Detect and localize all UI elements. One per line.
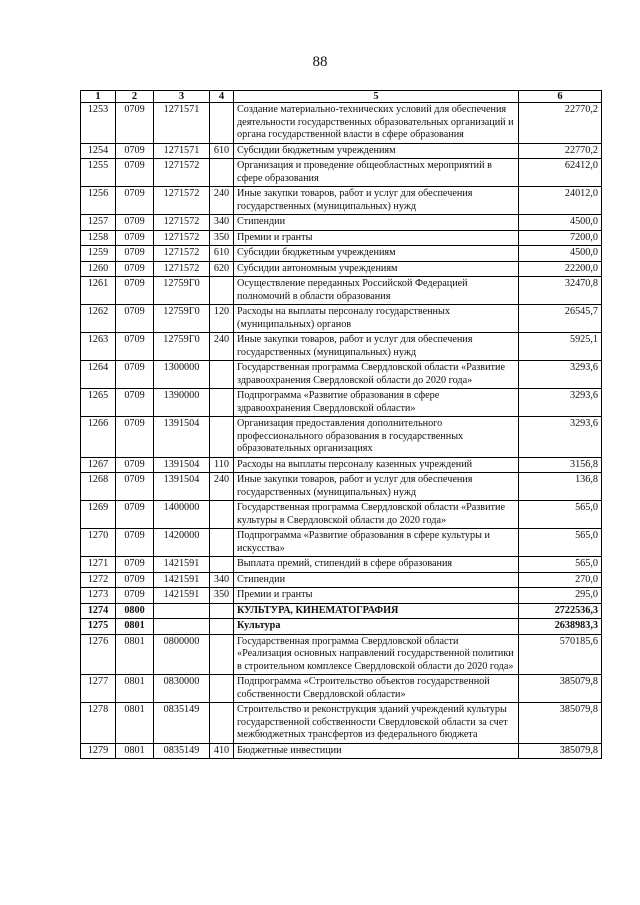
section-code-cell: 0709 (116, 305, 154, 333)
table-row (81, 361, 602, 389)
item-name-cell: Подпрограмма «Развитие образования в сфере здравоохранения Свердловской области» (234, 389, 519, 417)
amount-cell: 3293,6 (519, 417, 602, 458)
row-number-cell: 1267 (81, 457, 116, 473)
target-article-cell: 1400000 (154, 501, 210, 529)
item-name-cell: Создание материально-технических условий для обеспечения деятельности государственных образовательных организаций и органа государственной власти в сфере образования (234, 103, 519, 144)
table-row (81, 103, 602, 144)
table-row (81, 473, 602, 501)
amount-cell: 32470,8 (519, 277, 602, 305)
section-code-cell: 0709 (116, 572, 154, 588)
section-code-cell: 0709 (116, 187, 154, 215)
amount-cell: 22770,2 (519, 103, 602, 144)
item-name-cell: Бюджетные инвестиции (234, 743, 519, 759)
row-number-cell: 1260 (81, 261, 116, 277)
item-name-cell: Субсидии бюджетным учреждениям (234, 246, 519, 262)
row-number-cell: 1261 (81, 277, 116, 305)
section-code-cell: 0709 (116, 333, 154, 361)
expense-type-cell (210, 557, 234, 573)
table-row (81, 603, 602, 619)
section-code-cell: 0801 (116, 675, 154, 703)
amount-cell: 2722536,3 (519, 603, 602, 619)
section-code-cell: 0709 (116, 215, 154, 231)
target-article-cell: 1421591 (154, 572, 210, 588)
row-number-cell: 1274 (81, 603, 116, 619)
section-code-cell: 0801 (116, 634, 154, 675)
amount-cell: 3293,6 (519, 361, 602, 389)
expense-type-cell: 110 (210, 457, 234, 473)
row-number-cell: 1271 (81, 557, 116, 573)
table-row (81, 159, 602, 187)
table-row (81, 619, 602, 635)
table-row (81, 305, 602, 333)
amount-cell: 385079,8 (519, 703, 602, 744)
header-cell-6: 6 (519, 91, 602, 103)
expense-type-cell: 610 (210, 143, 234, 159)
item-name-cell: Иные закупки товаров, работ и услуг для обеспечения государственных (муниципальных) нужд (234, 333, 519, 361)
amount-cell: 385079,8 (519, 743, 602, 759)
section-code-cell: 0709 (116, 457, 154, 473)
expense-type-cell: 240 (210, 473, 234, 501)
amount-cell: 136,8 (519, 473, 602, 501)
item-name-cell: Премии и гранты (234, 230, 519, 246)
amount-cell: 385079,8 (519, 675, 602, 703)
section-code-cell: 0709 (116, 361, 154, 389)
target-article-cell: 0830000 (154, 675, 210, 703)
table-header-row (81, 91, 602, 103)
expense-type-cell: 240 (210, 187, 234, 215)
item-name-cell: Культура (234, 619, 519, 635)
table-row (81, 572, 602, 588)
table-row (81, 743, 602, 759)
table-row (81, 675, 602, 703)
row-number-cell: 1270 (81, 529, 116, 557)
expense-type-cell (210, 361, 234, 389)
table-row (81, 457, 602, 473)
header-cell-1: 1 (81, 91, 116, 103)
expense-type-cell: 340 (210, 572, 234, 588)
item-name-cell: КУЛЬТУРА, КИНЕМАТОГРАФИЯ (234, 603, 519, 619)
section-code-cell: 0709 (116, 529, 154, 557)
expense-type-cell: 610 (210, 246, 234, 262)
table-row (81, 230, 602, 246)
target-article-cell: 1271572 (154, 159, 210, 187)
row-number-cell: 1256 (81, 187, 116, 215)
item-name-cell: Стипендии (234, 572, 519, 588)
budget-table (80, 90, 602, 759)
header-cell-5: 5 (234, 91, 519, 103)
amount-cell: 4500,0 (519, 215, 602, 231)
target-article-cell: 12759Г0 (154, 333, 210, 361)
row-number-cell: 1262 (81, 305, 116, 333)
expense-type-cell: 240 (210, 333, 234, 361)
item-name-cell: Организация предоставления дополнительного профессионального образования в государственных образовательных организациях (234, 417, 519, 458)
table-row (81, 389, 602, 417)
expense-type-cell: 340 (210, 215, 234, 231)
amount-cell: 2638983,3 (519, 619, 602, 635)
expense-type-cell: 410 (210, 743, 234, 759)
row-number-cell: 1278 (81, 703, 116, 744)
row-number-cell: 1277 (81, 675, 116, 703)
amount-cell: 7200,0 (519, 230, 602, 246)
row-number-cell: 1258 (81, 230, 116, 246)
header-cell-2: 2 (116, 91, 154, 103)
target-article-cell: 1300000 (154, 361, 210, 389)
row-number-cell: 1254 (81, 143, 116, 159)
item-name-cell: Государственная программа Свердловской области «Реализация основных направлений государственной политики в строительном комплексе Свердловской области до 2020 года» (234, 634, 519, 675)
item-name-cell: Иные закупки товаров, работ и услуг для обеспечения государственных (муниципальных) нужд (234, 473, 519, 501)
row-number-cell: 1264 (81, 361, 116, 389)
target-article-cell: 1390000 (154, 389, 210, 417)
section-code-cell: 0709 (116, 501, 154, 529)
target-article-cell: 0835149 (154, 743, 210, 759)
row-number-cell: 1253 (81, 103, 116, 144)
item-name-cell: Иные закупки товаров, работ и услуг для обеспечения государственных (муниципальных) нужд (234, 187, 519, 215)
table-row (81, 246, 602, 262)
section-code-cell: 0801 (116, 703, 154, 744)
row-number-cell: 1269 (81, 501, 116, 529)
table-row (81, 417, 602, 458)
table-row (81, 501, 602, 529)
amount-cell: 570185,6 (519, 634, 602, 675)
amount-cell: 565,0 (519, 501, 602, 529)
section-code-cell: 0709 (116, 230, 154, 246)
row-number-cell: 1255 (81, 159, 116, 187)
table-row (81, 557, 602, 573)
row-number-cell: 1263 (81, 333, 116, 361)
amount-cell: 565,0 (519, 557, 602, 573)
section-code-cell: 0709 (116, 389, 154, 417)
section-code-cell: 0709 (116, 261, 154, 277)
section-code-cell: 0801 (116, 619, 154, 635)
item-name-cell: Государственная программа Свердловской области «Развитие здравоохранения Свердловской области до 2020 года» (234, 361, 519, 389)
expense-type-cell: 350 (210, 588, 234, 604)
item-name-cell: Субсидии бюджетным учреждениям (234, 143, 519, 159)
expense-type-cell (210, 501, 234, 529)
target-article-cell: 1271572 (154, 187, 210, 215)
target-article-cell: 1271572 (154, 261, 210, 277)
table-row (81, 261, 602, 277)
target-article-cell: 12759Г0 (154, 277, 210, 305)
item-name-cell: Премии и гранты (234, 588, 519, 604)
target-article-cell: 12759Г0 (154, 305, 210, 333)
amount-cell: 295,0 (519, 588, 602, 604)
section-code-cell: 0801 (116, 743, 154, 759)
item-name-cell: Осуществление переданных Российской Федерацией полномочий в области образования (234, 277, 519, 305)
expense-type-cell (210, 603, 234, 619)
expense-type-cell (210, 277, 234, 305)
target-article-cell: 1391504 (154, 457, 210, 473)
amount-cell: 5925,1 (519, 333, 602, 361)
target-article-cell: 1271572 (154, 230, 210, 246)
expense-type-cell (210, 417, 234, 458)
expense-type-cell (210, 103, 234, 144)
expense-type-cell: 120 (210, 305, 234, 333)
item-name-cell: Субсидии автономным учреждениям (234, 261, 519, 277)
expense-type-cell (210, 389, 234, 417)
amount-cell: 3293,6 (519, 389, 602, 417)
target-article-cell: 1271571 (154, 143, 210, 159)
target-article-cell: 0835149 (154, 703, 210, 744)
row-number-cell: 1273 (81, 588, 116, 604)
item-name-cell: Расходы на выплаты персоналу государственных (муниципальных) органов (234, 305, 519, 333)
section-code-cell: 0709 (116, 246, 154, 262)
table-row (81, 215, 602, 231)
target-article-cell: 1421591 (154, 588, 210, 604)
row-number-cell: 1266 (81, 417, 116, 458)
target-article-cell (154, 619, 210, 635)
section-code-cell: 0709 (116, 417, 154, 458)
table-row (81, 588, 602, 604)
section-code-cell: 0709 (116, 159, 154, 187)
row-number-cell: 1268 (81, 473, 116, 501)
section-code-cell: 0709 (116, 103, 154, 144)
row-number-cell: 1279 (81, 743, 116, 759)
table-row (81, 143, 602, 159)
table-row (81, 529, 602, 557)
target-article-cell: 1271571 (154, 103, 210, 144)
table-row (81, 333, 602, 361)
item-name-cell: Государственная программа Свердловской области «Развитие культуры в Свердловской области до 2020 года» (234, 501, 519, 529)
item-name-cell: Подпрограмма «Строительство объектов государственной собственности Свердловской области» (234, 675, 519, 703)
item-name-cell: Стипендии (234, 215, 519, 231)
table-row (81, 703, 602, 744)
row-number-cell: 1276 (81, 634, 116, 675)
table-row (81, 277, 602, 305)
section-code-cell: 0709 (116, 588, 154, 604)
target-article-cell: 1391504 (154, 473, 210, 501)
target-article-cell: 1421591 (154, 557, 210, 573)
expense-type-cell (210, 703, 234, 744)
item-name-cell: Выплата премий, стипендий в сфере образования (234, 557, 519, 573)
row-number-cell: 1265 (81, 389, 116, 417)
target-article-cell: 0800000 (154, 634, 210, 675)
item-name-cell: Строительство и реконструкция зданий учреждений культуры государственной собственности Свердловской области за счет межбюджетных трансфертов из федерального бюджета (234, 703, 519, 744)
item-name-cell: Организация и проведение общеобластных мероприятий в сфере образования (234, 159, 519, 187)
expense-type-cell: 620 (210, 261, 234, 277)
amount-cell: 22770,2 (519, 143, 602, 159)
target-article-cell (154, 603, 210, 619)
target-article-cell: 1271572 (154, 246, 210, 262)
table-body (81, 103, 602, 759)
section-code-cell: 0709 (116, 557, 154, 573)
expense-type-cell (210, 619, 234, 635)
expense-type-cell (210, 159, 234, 187)
section-code-cell: 0709 (116, 277, 154, 305)
expense-type-cell (210, 634, 234, 675)
section-code-cell: 0800 (116, 603, 154, 619)
page-number: 88 (312, 54, 328, 70)
expense-type-cell (210, 675, 234, 703)
section-code-cell: 0709 (116, 473, 154, 501)
amount-cell: 3156,8 (519, 457, 602, 473)
amount-cell: 22200,0 (519, 261, 602, 277)
target-article-cell: 1271572 (154, 215, 210, 231)
row-number-cell: 1259 (81, 246, 116, 262)
amount-cell: 26545,7 (519, 305, 602, 333)
table-row (81, 187, 602, 215)
amount-cell: 24012,0 (519, 187, 602, 215)
amount-cell: 565,0 (519, 529, 602, 557)
amount-cell: 270,0 (519, 572, 602, 588)
expense-type-cell: 350 (210, 230, 234, 246)
table-row (81, 634, 602, 675)
target-article-cell: 1420000 (154, 529, 210, 557)
section-code-cell: 0709 (116, 143, 154, 159)
amount-cell: 4500,0 (519, 246, 602, 262)
expense-type-cell (210, 529, 234, 557)
header-cell-3: 3 (154, 91, 210, 103)
item-name-cell: Расходы на выплаты персоналу казенных учреждений (234, 457, 519, 473)
row-number-cell: 1257 (81, 215, 116, 231)
amount-cell: 62412,0 (519, 159, 602, 187)
row-number-cell: 1275 (81, 619, 116, 635)
row-number-cell: 1272 (81, 572, 116, 588)
header-cell-4: 4 (210, 91, 234, 103)
target-article-cell: 1391504 (154, 417, 210, 458)
item-name-cell: Подпрограмма «Развитие образования в сфере культуры и искусства» (234, 529, 519, 557)
